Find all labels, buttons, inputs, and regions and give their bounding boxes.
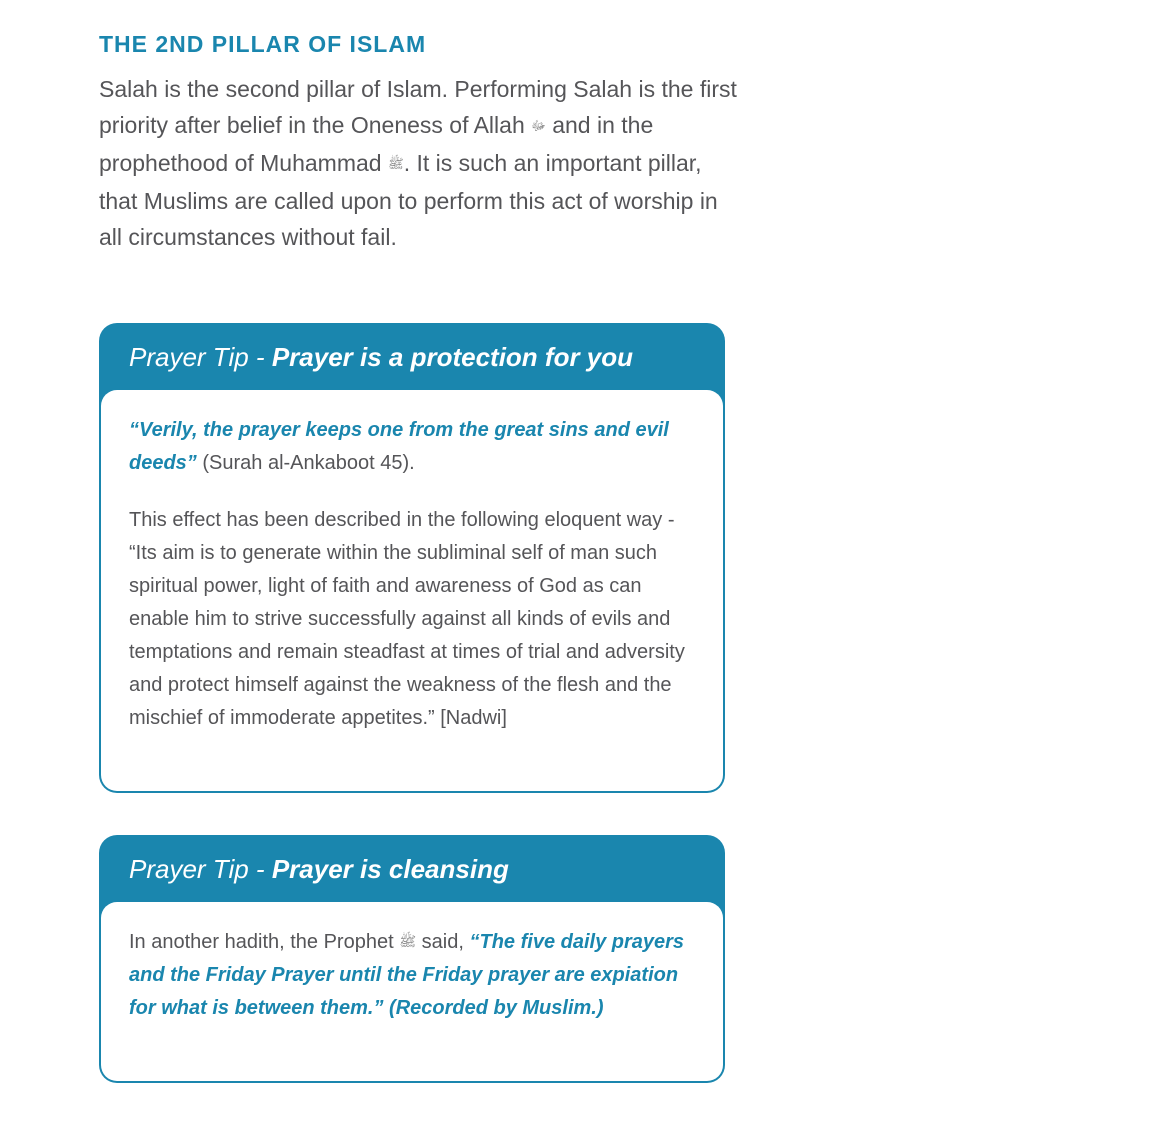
hadith-paragraph (129, 926, 695, 1025)
tip-header (99, 835, 725, 903)
quran-quote-source: (Surah al-Ankaboot 45). (196, 452, 415, 474)
nadwi-explanation: This effect has been described in the following eloquent way - “Its aim is to generate within the subliminal self of man such spiritual power, light of faith and awareness of God as can enable him to strive successfully against all kinds of evils and temptations and remain steadfast at times of trial and adversity and protect himself against the weakness of the flesh and the mischief of immoderate appetites.” [Nadwi] (129, 509, 685, 729)
tip-title: Prayer is a protection for you (271, 342, 634, 372)
intro-paragraph (99, 71, 739, 255)
tip-label: Prayer Tip (129, 342, 249, 372)
prayer-tip-protection (99, 323, 725, 793)
quran-quote-paragraph (129, 414, 695, 480)
intro-text-part2: and in the prophethood of Muhammad (99, 112, 654, 176)
tip-body (101, 390, 723, 791)
quran-quote: “Verily, the prayer keeps one from the great sins and evil deeds” (129, 419, 669, 474)
tip-title: Prayer is cleansing (271, 854, 509, 884)
hadith-intro: In another hadith, the Prophet (129, 931, 400, 953)
intro-text-part3: . It is such an important pillar, that Muslims are called upon to perform this act of worship in all circumstances without fail. (99, 149, 718, 250)
tip-separator: - (248, 854, 272, 884)
hadith-intro-after: said, (416, 931, 470, 953)
allah-honorific-glyph: ﷻ (531, 118, 546, 134)
prophet-honorific-glyph: ﷺ (387, 156, 404, 172)
tip-header (99, 323, 725, 391)
prayer-tip-cleansing (99, 835, 725, 1083)
prophet-honorific-glyph: ﷺ (399, 934, 417, 951)
intro-text-part1: Salah is the second pillar of Islam. Performing Salah is the first priority after belief in the Oneness of Allah (99, 76, 737, 138)
tip-body (101, 902, 723, 1081)
tip-label: Prayer Tip (129, 854, 249, 884)
hadith-quote: “The five daily prayers and the Friday Prayer until the Friday prayer are expiation for what is between them.” (Recorded by Muslim.) (129, 931, 685, 1020)
tip-separator: - (248, 342, 272, 372)
section-heading: THE 2ND PILLAR OF ISLAM (99, 31, 427, 57)
